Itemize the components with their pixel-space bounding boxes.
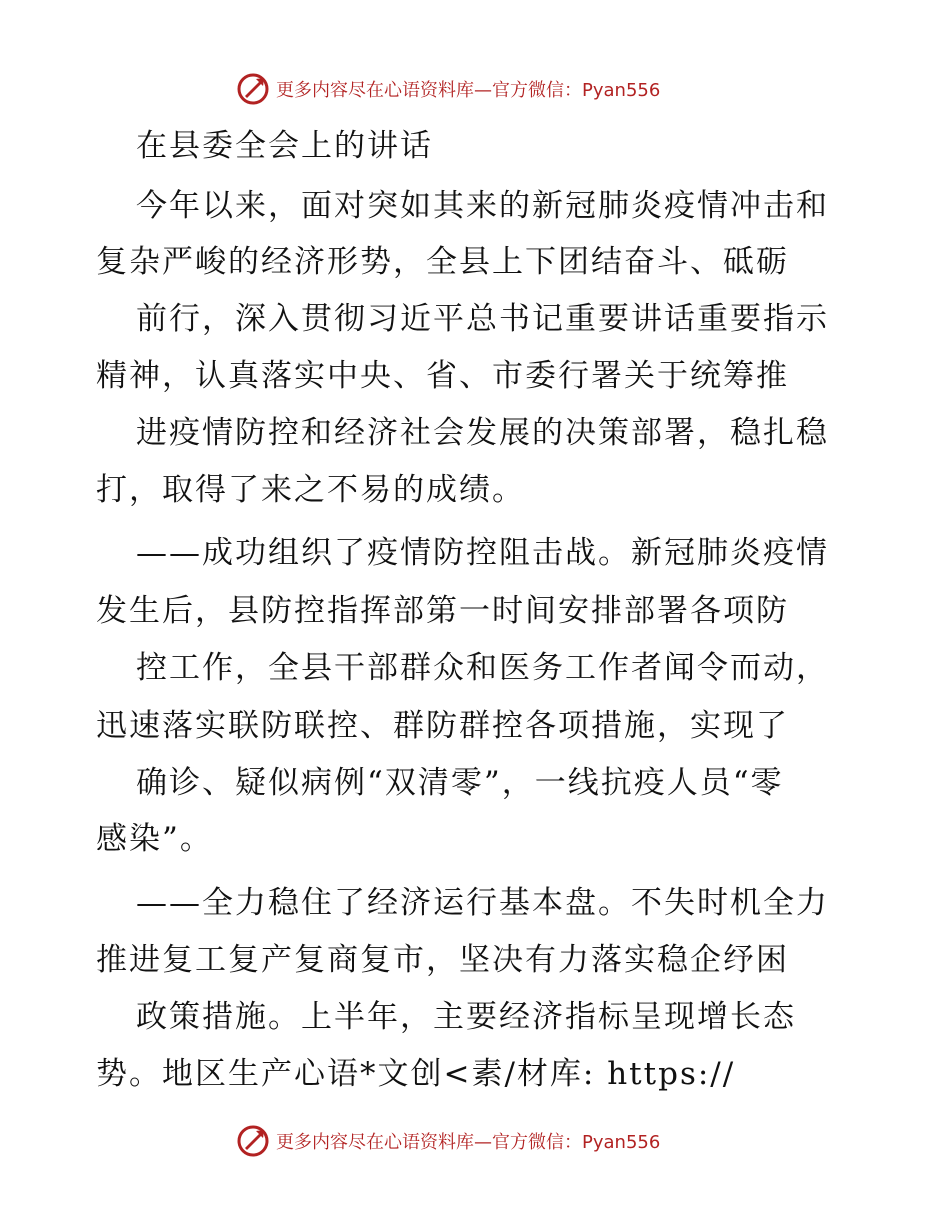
text-line: 打，取得了来之不易的成绩。 xyxy=(96,472,525,508)
header-watermark-banner xyxy=(236,72,660,106)
quill-logo-icon xyxy=(236,72,270,106)
text-line: 控工作，全县干部群众和医务工作者闻令而动， xyxy=(136,650,829,686)
header-banner-text: 更多内容尽在心语资料库—官方微信：Pyan556 xyxy=(276,80,661,101)
text-line: 复杂严峻的经济形势，全县上下团结奋斗、砥砺 xyxy=(96,244,789,280)
document-title: 在县委全会上的讲话 xyxy=(136,128,433,164)
text-line: 今年以来，面对突如其来的新冠肺炎疫情冲击和 xyxy=(136,188,829,224)
quill-logo-icon xyxy=(236,1124,270,1158)
text-line: 政策措施。上半年，主要经济指标呈现增长态 xyxy=(136,999,796,1035)
text-line: 感染”。 xyxy=(96,821,213,857)
footer-watermark-banner xyxy=(236,1124,660,1158)
text-line: 进疫情防控和经济社会发展的决策部署，稳扎稳 xyxy=(136,415,829,451)
text-line: 确诊、疑似病例“双清零”，一线抗疫人员“零 xyxy=(136,765,784,801)
text-line: ——成功组织了疫情防控阻击战。新冠肺炎疫情 xyxy=(136,535,829,571)
text-line: 精神，认真落实中央、省、市委行署关于统筹推 xyxy=(96,358,789,394)
text-line: ——全力稳住了经济运行基本盘。不失时机全力 xyxy=(136,885,829,921)
text-line: 推进复工复产复商复市，坚决有力落实稳企纾困 xyxy=(96,942,789,978)
text-line: 势。地区生产心语*文创<素/材库: https:// xyxy=(96,1056,736,1092)
footer-banner-text: 更多内容尽在心语资料库—官方微信：Pyan556 xyxy=(276,1132,661,1153)
text-line: 前行，深入贯彻习近平总书记重要讲话重要指示 xyxy=(136,301,829,337)
text-line: 发生后，县防控指挥部第一时间安排部署各项防 xyxy=(96,593,789,629)
text-line: 迅速落实联防联控、群防群控各项措施，实现了 xyxy=(96,708,789,744)
